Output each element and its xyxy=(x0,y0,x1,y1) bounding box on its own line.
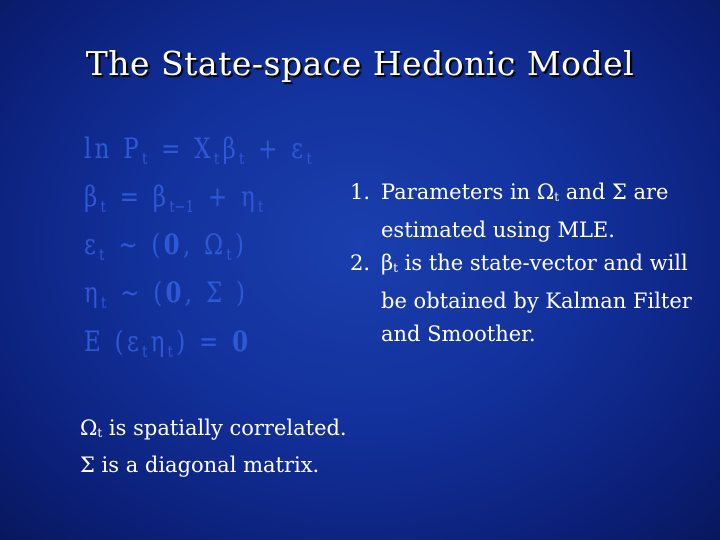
bottom-notes xyxy=(80,412,347,481)
observation-equation xyxy=(84,132,315,168)
eq-subscript: t xyxy=(142,149,148,168)
note-item xyxy=(350,247,700,351)
eq-beta: β xyxy=(84,180,101,213)
note-number: 2. xyxy=(350,251,371,275)
omega-symbol: Ω xyxy=(80,416,98,440)
eq-subscript: t xyxy=(99,245,105,264)
eq-price: P xyxy=(123,132,143,165)
eq-paren: ( xyxy=(151,228,164,261)
eq-epsilon: ε xyxy=(126,325,143,358)
eq-subscript: t−1 xyxy=(169,197,194,216)
eta-distribution xyxy=(84,276,248,312)
omega-note-text: is spatially correlated. xyxy=(102,416,347,440)
eq-paren: ( xyxy=(114,325,127,358)
note-subscript: t xyxy=(393,261,398,275)
eq-equals: = xyxy=(199,325,222,358)
eq-sim: ~ xyxy=(120,276,143,309)
epsilon-distribution xyxy=(84,228,247,264)
eq-subscript: t xyxy=(257,197,264,216)
note-subscript: t xyxy=(554,190,560,204)
eq-paren: ) xyxy=(176,325,189,358)
eq-equals: = xyxy=(119,180,143,213)
eq-comma: , xyxy=(184,276,196,309)
note-text: Parameters in Ω xyxy=(381,180,555,204)
eq-eta: η xyxy=(150,325,168,358)
eq-sigma: Σ xyxy=(205,276,226,309)
eq-equals: = xyxy=(161,132,184,165)
note-text: β xyxy=(381,251,394,275)
slide-title: The State-space Hedonic Model xyxy=(85,44,635,83)
eq-comma: , xyxy=(182,228,194,261)
eq-subscript: t xyxy=(226,245,232,264)
equation-block xyxy=(84,132,334,382)
note-item xyxy=(350,176,700,247)
omega-note xyxy=(80,412,347,449)
eq-epsilon: ε xyxy=(291,132,307,165)
numbered-notes xyxy=(350,176,700,351)
eq-subscript: t xyxy=(167,342,173,361)
eq-eta: η xyxy=(84,276,102,309)
state-equation xyxy=(84,180,267,216)
note-text: and Σ are estimated using MLE. xyxy=(381,180,669,242)
eq-subscript: t xyxy=(142,342,148,361)
eq-eta: η xyxy=(240,180,258,213)
eq-omega: Ω xyxy=(204,228,227,261)
omega-subscript: t xyxy=(97,426,103,440)
eq-paren: ) xyxy=(236,276,249,309)
eq-beta: β xyxy=(222,132,240,165)
sigma-note: Σ is a diagonal matrix. xyxy=(80,453,320,477)
eq-sim: ~ xyxy=(118,228,141,261)
eq-subscript: t xyxy=(100,197,106,216)
eq-subscript: t xyxy=(213,149,220,168)
eq-x: X xyxy=(194,132,214,165)
eq-beta: β xyxy=(152,180,170,213)
eq-zero: 0 xyxy=(165,276,185,309)
eq-paren: ( xyxy=(153,276,166,309)
eq-ln: ln xyxy=(84,132,113,165)
eq-plus: + xyxy=(258,132,281,165)
eq-subscript: t xyxy=(306,149,312,168)
note-number: 1. xyxy=(350,180,371,204)
eq-zero: 0 xyxy=(163,228,183,261)
eq-epsilon: ε xyxy=(84,228,100,261)
eq-zero: 0 xyxy=(232,325,252,358)
note-text: is the state-vector and will be obtained by Kalman Filter and Smoother. xyxy=(381,251,692,346)
eq-plus: + xyxy=(207,180,231,213)
eq-expectation: E xyxy=(84,325,105,358)
eq-paren: ) xyxy=(234,228,248,261)
eq-subscript: t xyxy=(101,293,107,312)
eq-subscript: t xyxy=(239,149,245,168)
independence-equation xyxy=(84,325,251,361)
